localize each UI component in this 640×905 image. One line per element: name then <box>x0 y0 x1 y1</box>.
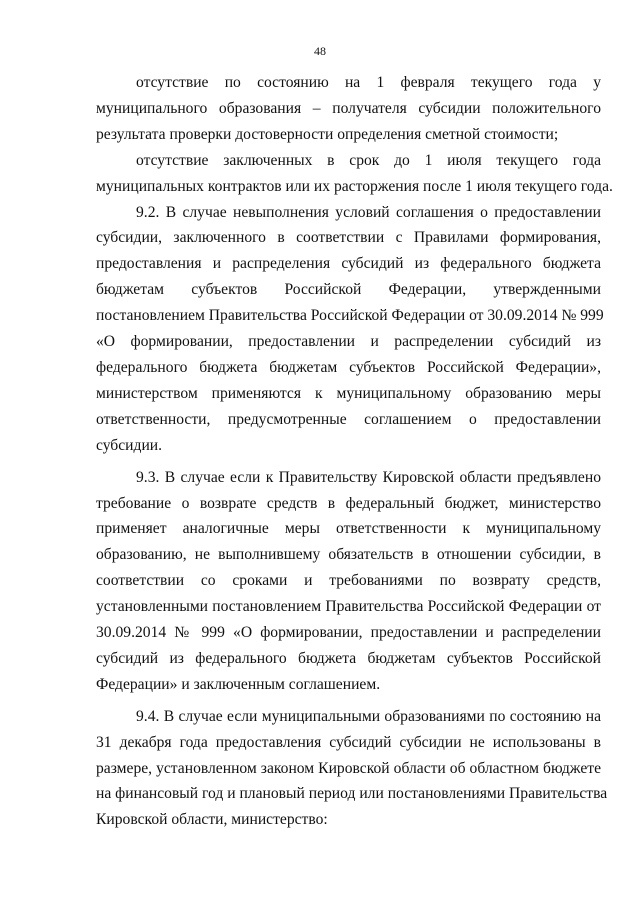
text-line: 9.2. В случае невыполнения условий соглашения о предоставлении <box>136 203 601 221</box>
page-number: 48 <box>314 44 326 58</box>
text-line: бюджетам субъектов Российской Федерации, утвержденными <box>96 281 601 299</box>
text-line: требование о возврате средств в федеральный бюджет, министерство <box>96 494 601 512</box>
text-line: муниципального образования – получателя субсидии положительного <box>96 99 601 117</box>
text-line: ответственности, предусмотренные соглашением о предоставлении <box>96 410 601 428</box>
text-line: результата проверки достоверности определения сметной стоимости; <box>96 125 559 143</box>
text-line: «О формировании, предоставлении и распределении субсидий из <box>96 333 601 351</box>
text-line: установленными постановлением Правительства Российской Федерации от <box>96 598 601 616</box>
text-line: муниципальных контрактов или их расторжения после 1 июля текущего года. <box>96 177 613 195</box>
document-body <box>96 70 613 833</box>
paragraph-no-contracts <box>96 148 613 200</box>
paragraph-9-3 <box>96 465 601 698</box>
text-line: 30.09.2014 № 999 «О формировании, предоставлении и распределении <box>96 624 601 642</box>
text-line: субсидии. <box>96 436 163 454</box>
text-line: федерального бюджета бюджетам субъектов Российской Федерации», <box>96 358 601 376</box>
paragraph-no-positive-result <box>96 70 601 148</box>
text-line: 31 декабря года предоставления субсидий субсидии не использованы в <box>96 733 601 751</box>
text-line: отсутствие по состоянию на 1 февраля текущего года у <box>136 74 601 91</box>
text-line: постановлением Правительства Российской Федерации от 30.09.2014 № 999 <box>96 307 604 325</box>
text-line: применяет аналогичные меры ответственности к муниципальному <box>96 520 601 538</box>
paragraph-9-4 <box>96 704 608 834</box>
text-line: соответствии со сроками и требованиями по возврату средств, <box>96 572 601 590</box>
text-line: министерством применяются к муниципальному образованию меры <box>96 384 601 402</box>
text-line: образованию, не выполнившему обязательств в отношении субсидии, в <box>96 546 601 564</box>
text-line: субсидии, заключенного в соответствии с Правилами формирования, <box>96 229 601 247</box>
text-line: 9.4. В случае если муниципальными образованиями по состоянию на <box>136 707 601 725</box>
paragraph-9-2 <box>96 200 604 459</box>
text-line: Кировской области, министерство: <box>96 811 328 829</box>
text-line: Федерации» и заключенным соглашением. <box>96 675 381 693</box>
text-line: размере, установленном законом Кировской области об областном бюджете <box>96 759 601 777</box>
text-line: предоставления и распределения субсидий из федерального бюджета <box>96 255 601 273</box>
text-line: субсидий из федерального бюджета бюджетам субъектов Российской <box>96 649 601 667</box>
text-line: на финансовый год и плановый период или постановлениями Правительства <box>96 785 608 803</box>
text-line: отсутствие заключенных в срок до 1 июля текущего года <box>136 151 601 169</box>
text-line: 9.3. В случае если к Правительству Кировской области предъявлено <box>136 468 601 486</box>
